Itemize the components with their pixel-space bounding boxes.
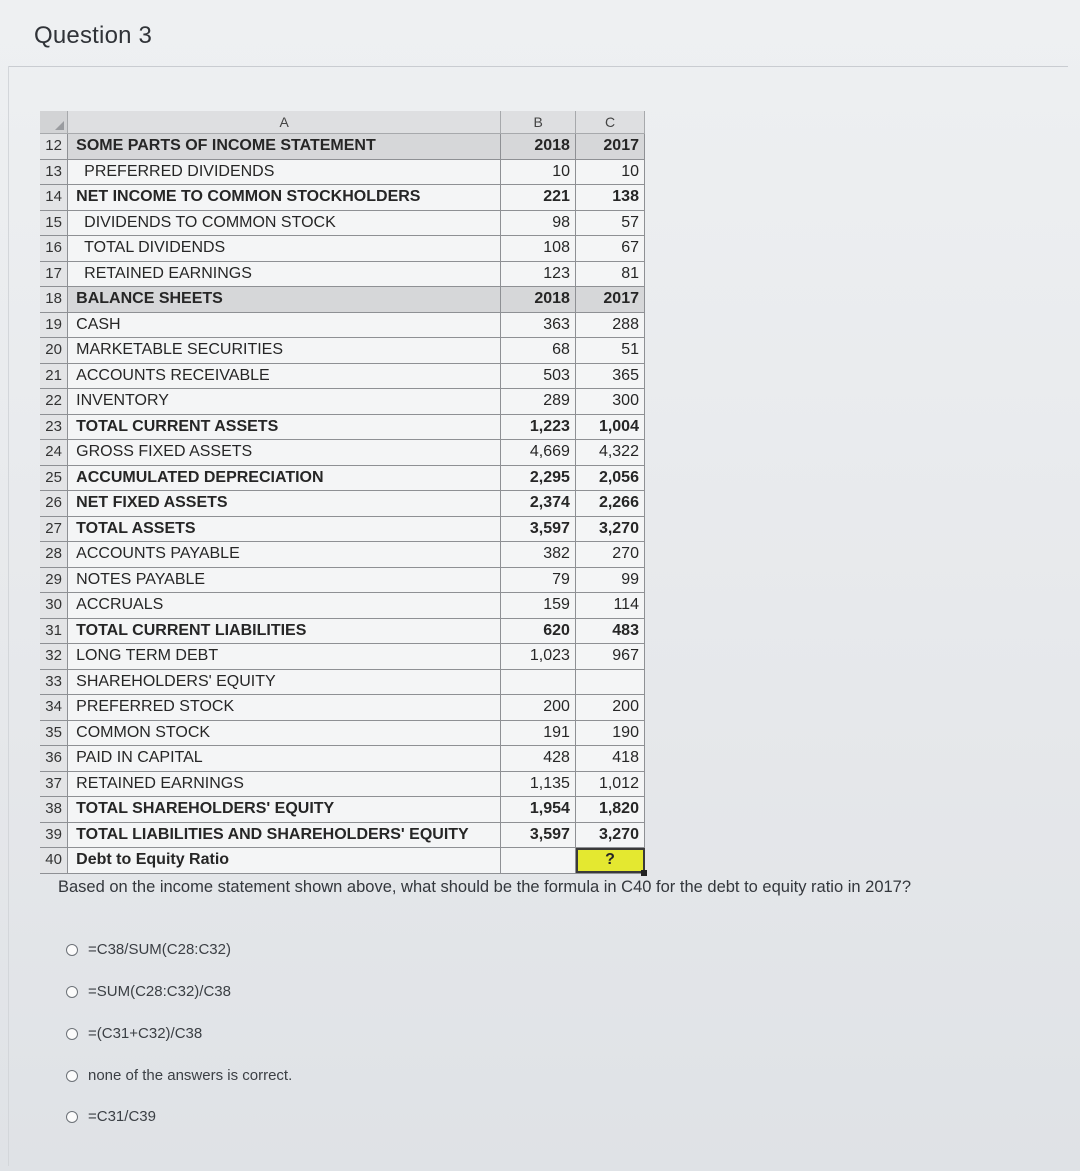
cell-2018: 159 (501, 593, 576, 618)
cell-label: ACCUMULATED DEPRECIATION (68, 466, 501, 491)
sheet-row (40, 185, 645, 211)
row-number: 24 (40, 440, 68, 465)
cell-2018: 1,023 (501, 644, 576, 669)
cell-2017: 967 (576, 644, 645, 669)
sheet-row (40, 721, 645, 747)
row-number: 33 (40, 670, 68, 695)
cell-label: NET FIXED ASSETS (68, 491, 501, 516)
cell-2018: 2018 (501, 134, 576, 159)
cell-2017: 1,004 (576, 415, 645, 440)
row-number: 17 (40, 262, 68, 287)
answer-option-2[interactable] (66, 983, 231, 1000)
sheet-row (40, 644, 645, 670)
cell-2017: 3,270 (576, 517, 645, 542)
answer-option-3[interactable] (66, 1025, 202, 1042)
sheet-row (40, 746, 645, 772)
cell-2017: 2017 (576, 287, 645, 312)
cell-label: TOTAL CURRENT LIABILITIES (68, 619, 501, 644)
row-number: 40 (40, 848, 68, 873)
row-number: 34 (40, 695, 68, 720)
cell-label: DIVIDENDS TO COMMON STOCK (68, 211, 501, 236)
row-number: 22 (40, 389, 68, 414)
active-cell-c40: ? (576, 848, 645, 873)
cell-2017: 67 (576, 236, 645, 261)
sheet-row (40, 262, 645, 288)
row-number: 32 (40, 644, 68, 669)
question-title: Question 3 (34, 22, 153, 49)
sheet-row (40, 211, 645, 237)
cell-label: TOTAL ASSETS (68, 517, 501, 542)
row-number: 19 (40, 313, 68, 338)
cell-2018: 2,295 (501, 466, 576, 491)
cell-2018: 1,223 (501, 415, 576, 440)
cell-2017: 3,270 (576, 823, 645, 848)
cell-label: MARKETABLE SECURITIES (68, 338, 501, 363)
cell-label: SOME PARTS OF INCOME STATEMENT (68, 134, 501, 159)
cell-label: NET INCOME TO COMMON STOCKHOLDERS (68, 185, 501, 210)
cell-2017: 138 (576, 185, 645, 210)
answer-option-label: =C38/SUM(C28:C32) (88, 941, 231, 958)
cell-2017: 4,322 (576, 440, 645, 465)
row-number: 29 (40, 568, 68, 593)
sheet-row (40, 313, 645, 339)
answer-option-label: =C31/C39 (88, 1108, 156, 1125)
sheet-row (40, 364, 645, 390)
cell-label: TOTAL DIVIDENDS (68, 236, 501, 261)
row-number: 16 (40, 236, 68, 261)
cell-2018: 98 (501, 211, 576, 236)
cell-2018: 2,374 (501, 491, 576, 516)
answer-option-5[interactable] (66, 1108, 156, 1125)
cell-2018: 123 (501, 262, 576, 287)
cell-2018: 289 (501, 389, 576, 414)
answer-option-4[interactable] (66, 1067, 292, 1084)
cell-label: CASH (68, 313, 501, 338)
cell-label: GROSS FIXED ASSETS (68, 440, 501, 465)
cell-2017: 57 (576, 211, 645, 236)
answer-option-label: =(C31+C32)/C38 (88, 1025, 203, 1042)
cell-2017: 2,266 (576, 491, 645, 516)
cell-label: NOTES PAYABLE (68, 568, 501, 593)
sheet-row (40, 568, 645, 594)
row-number: 25 (40, 466, 68, 491)
cell-2017: 190 (576, 721, 645, 746)
row-number: 12 (40, 134, 68, 159)
cell-label: PAID IN CAPITAL (68, 746, 501, 771)
cell-label: ACCOUNTS PAYABLE (68, 542, 501, 567)
row-number: 38 (40, 797, 68, 822)
cell-2018: 191 (501, 721, 576, 746)
cell-label: INVENTORY (68, 389, 501, 414)
cell-2017: 114 (576, 593, 645, 618)
row-number: 21 (40, 364, 68, 389)
row-number: 26 (40, 491, 68, 516)
cell-2017: 2,056 (576, 466, 645, 491)
row-number: 30 (40, 593, 68, 618)
cell-2017: 483 (576, 619, 645, 644)
row-number: 13 (40, 160, 68, 185)
cell-label: SHAREHOLDERS' EQUITY (68, 670, 501, 695)
cell-label: TOTAL LIABILITIES AND SHAREHOLDERS' EQUITY (68, 823, 501, 848)
cell-label: RETAINED EARNINGS (68, 772, 501, 797)
question-prompt: Based on the income statement shown above, what should be the formula in C40 for the debt to equity ratio in 2017? (58, 878, 912, 896)
cell-2017: 200 (576, 695, 645, 720)
sheet-row (40, 415, 645, 441)
cell-2018 (501, 670, 576, 695)
cell-2018: 503 (501, 364, 576, 389)
select-all-corner (40, 111, 68, 133)
cell-2018: 4,669 (501, 440, 576, 465)
cell-label: TOTAL SHAREHOLDERS' EQUITY (68, 797, 501, 822)
cell-2017: 270 (576, 542, 645, 567)
cell-2018: 2018 (501, 287, 576, 312)
cell-2018: 428 (501, 746, 576, 771)
cell-label: COMMON STOCK (68, 721, 501, 746)
radio-button[interactable] (66, 1028, 78, 1040)
cell-2018: 200 (501, 695, 576, 720)
cell-2018: 620 (501, 619, 576, 644)
cell-label: PREFERRED DIVIDENDS (68, 160, 501, 185)
sheet-row (40, 695, 645, 721)
cell-2017: 99 (576, 568, 645, 593)
sheet-row (40, 389, 645, 415)
row-number: 28 (40, 542, 68, 567)
sheet-row (40, 542, 645, 568)
row-number: 31 (40, 619, 68, 644)
cell-2017: 2017 (576, 134, 645, 159)
answer-option-1[interactable] (66, 941, 231, 958)
cell-label: BALANCE SHEETS (68, 287, 501, 312)
column-header-row (40, 111, 645, 134)
row-number: 18 (40, 287, 68, 312)
sheet-row (40, 593, 645, 619)
cell-2017: 81 (576, 262, 645, 287)
column-header-b: B (501, 111, 576, 133)
cell-label: ACCOUNTS RECEIVABLE (68, 364, 501, 389)
cell-2018: 363 (501, 313, 576, 338)
radio-button[interactable] (66, 944, 78, 956)
cell-2017: 1,012 (576, 772, 645, 797)
sheet-row (40, 797, 645, 823)
answer-option-label: =SUM(C28:C32)/C38 (88, 983, 231, 1000)
cell-2018: 1,135 (501, 772, 576, 797)
question-header (8, 8, 1068, 67)
row-number: 39 (40, 823, 68, 848)
sheet-row (40, 287, 645, 313)
cell-label: PREFERRED STOCK (68, 695, 501, 720)
row-number: 36 (40, 746, 68, 771)
spreadsheet-image (40, 111, 645, 874)
sheet-row (40, 236, 645, 262)
cell-2018: 10 (501, 160, 576, 185)
sheet-rows (40, 134, 645, 874)
sheet-row (40, 517, 645, 543)
cell-2017: 365 (576, 364, 645, 389)
cell-2018: 108 (501, 236, 576, 261)
cell-label: Debt to Equity Ratio (68, 848, 501, 873)
row-number: 23 (40, 415, 68, 440)
cell-2018: 382 (501, 542, 576, 567)
column-header-a: A (68, 111, 501, 133)
sheet-row (40, 338, 645, 364)
sheet-row (40, 440, 645, 466)
cell-2017: 288 (576, 313, 645, 338)
sheet-row (40, 134, 645, 160)
cell-2017: 1,820 (576, 797, 645, 822)
sheet-row (40, 670, 645, 696)
sheet-row (40, 619, 645, 645)
cell-2017: 418 (576, 746, 645, 771)
cell-label: RETAINED EARNINGS (68, 262, 501, 287)
sheet-row (40, 848, 645, 874)
sheet-row (40, 160, 645, 186)
row-number: 37 (40, 772, 68, 797)
sheet-row (40, 491, 645, 517)
row-number: 14 (40, 185, 68, 210)
cell-2018: 79 (501, 568, 576, 593)
cell-2018: 3,597 (501, 517, 576, 542)
sheet-row (40, 823, 645, 849)
row-number: 27 (40, 517, 68, 542)
radio-button[interactable] (66, 986, 78, 998)
column-header-c: C (576, 111, 645, 133)
answer-option-label: none of the answers is correct. (88, 1067, 293, 1084)
cell-2017: 10 (576, 160, 645, 185)
sheet-row (40, 772, 645, 798)
cell-2018: 3,597 (501, 823, 576, 848)
cell-label: LONG TERM DEBT (68, 644, 501, 669)
cell-label: ACCRUALS (68, 593, 501, 618)
radio-button[interactable] (66, 1111, 78, 1123)
row-number: 15 (40, 211, 68, 236)
row-number: 35 (40, 721, 68, 746)
cell-label: TOTAL CURRENT ASSETS (68, 415, 501, 440)
cell-2018 (501, 848, 576, 873)
radio-button[interactable] (66, 1070, 78, 1082)
cell-2017: 300 (576, 389, 645, 414)
cell-2018: 68 (501, 338, 576, 363)
cell-2018: 221 (501, 185, 576, 210)
cell-2018: 1,954 (501, 797, 576, 822)
row-number: 20 (40, 338, 68, 363)
sheet-row (40, 466, 645, 492)
cell-2017 (576, 670, 645, 695)
cell-2017: 51 (576, 338, 645, 363)
